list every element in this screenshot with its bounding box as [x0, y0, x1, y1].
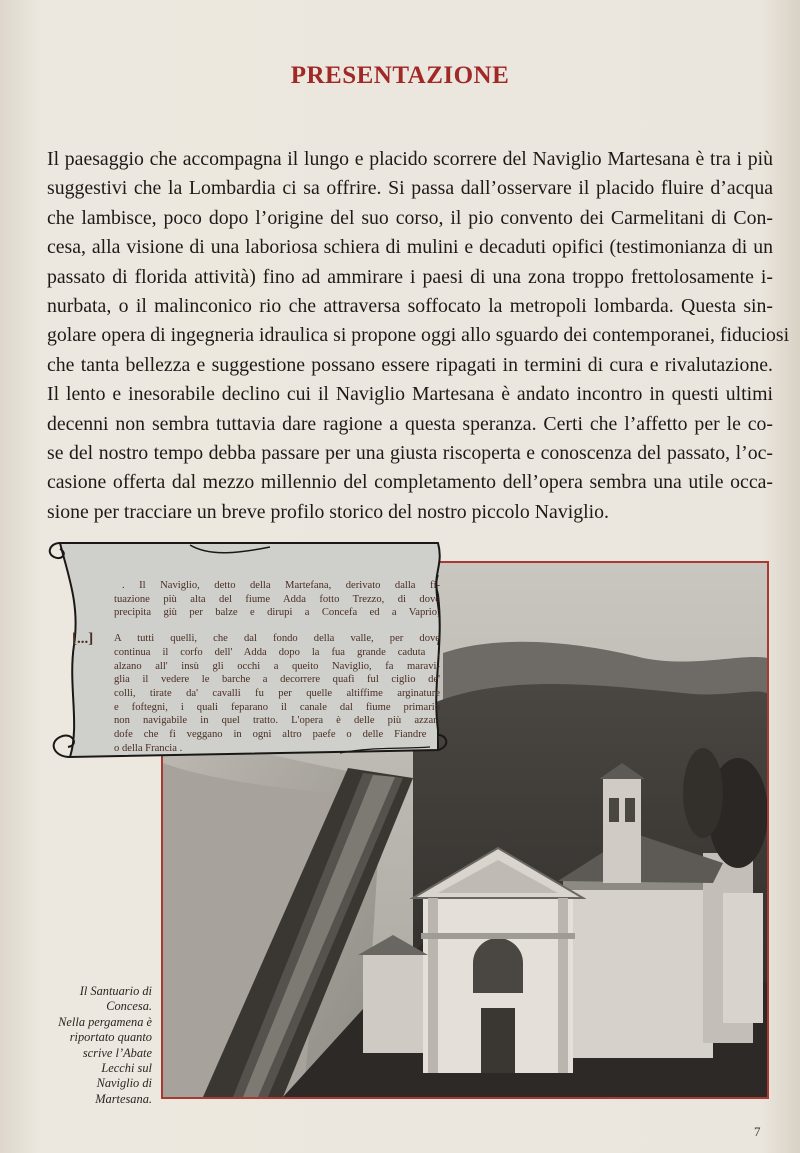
text-line: passato di florida attività) fino ad ammirare i paesi di una zona troppo frettolosamente i- [47, 265, 773, 288]
text-line: casione offerta dal mezzo millennio del completamento dell’opera sembra una utile occa- [47, 471, 773, 494]
caption-line: riportato quanto [69, 1030, 152, 1045]
caption-line: Concesa. [106, 999, 152, 1014]
quote-line: glia il vedere le barche a decorrere quafi ful ciglio de' [114, 674, 440, 686]
quote-line: dofe che fi veggano in ogni altro paefe o delle Fiandre , [114, 729, 440, 741]
text-line: nurbata, o il malinconico rio che attraversa soffocato la metropoli lombarda. Questa sin- [47, 295, 773, 318]
text-line: sione per tracciare un breve profilo storico del nostro piccolo Naviglio. [47, 500, 609, 523]
scroll-quote [114, 579, 440, 755]
quote-line: continua il corfo dell' Adda dopo la fua grande caduta , [114, 646, 440, 658]
parchment-scroll [40, 535, 448, 767]
quote-line: A tutti quelli, che dal fondo della valle, per dove [114, 633, 440, 645]
text-line: Il lento e inesorabile declino cui il Naviglio Martesana è andato incontro in questi ultimi [47, 383, 773, 406]
caption-line: Naviglio di [96, 1076, 152, 1091]
caption-line: Il Santuario di [79, 984, 152, 998]
quote-line: tuazione più alta del fiume Adda fotto Trezzo, di dove [114, 593, 440, 605]
ellipsis-bracket: [...] [72, 631, 94, 647]
text-line: che lambisce, poco dopo l’origine del suo corso, il pio convento dei Carmelitani di Con- [47, 206, 773, 229]
text-line: suggestivi che la Lombardia ci sa offrire. Si passa dall’osservare il placido fluire d’acqua [47, 177, 773, 200]
quote-line: . Il Naviglio, detto della Martefana, derivato dalla fi- [122, 580, 440, 591]
caption-line: scrive l’Abate [82, 1045, 152, 1060]
quote-line: precipita giù per balze e dirupi a Concefa ed a Vaprio; [114, 607, 440, 619]
text-line: cesa, alla visione di una laboriosa schiera di mulini e decaduti opifici (testimonianza di un [47, 236, 773, 259]
quote-line: alzano all' insù gli occhi a queito Naviglio, fa maravi- [114, 660, 440, 672]
text-line: Il paesaggio che accompagna il lungo e placido scorrere del Naviglio Martesana è tra i più [47, 148, 773, 170]
text-line: golare opera di ingegneria idraulica si propone oggi allo sguardo dei contemporanei, fiduciosi [47, 324, 790, 347]
quote-line: o della Francia . [114, 742, 183, 754]
text-line: che tanta bellezza e suggestione possano essere ripagati in termini di cura e rivalutazione. [47, 353, 773, 376]
caption-line: Martesana. [95, 1091, 152, 1106]
caption-line: Nella pergamena è [58, 1014, 152, 1029]
text-line: se del nostro tempo debba passare per una giusta riscoperta e conoscenza del passato, l’oc- [47, 442, 773, 465]
page-title: PRESENTAZIONE [290, 62, 510, 89]
photo-caption [40, 984, 152, 1107]
caption-line: Lecchi sul [101, 1061, 152, 1076]
page-number: 7 [754, 1124, 761, 1139]
quote-line: e foftegni, i quali feparano il canale dal fiume primario [114, 701, 440, 713]
quote-line: non navigabile in quel tratto. L'opera è delle più azzar- [114, 715, 440, 727]
quote-line: colli, tirate da' cavalli fu per quelle altiffime arginature [114, 687, 440, 699]
presentation-text [47, 145, 790, 527]
text-line: decenni non sembra tuttavia dare ragione a questa speranza. Certi che l’affetto per le co- [47, 412, 773, 435]
